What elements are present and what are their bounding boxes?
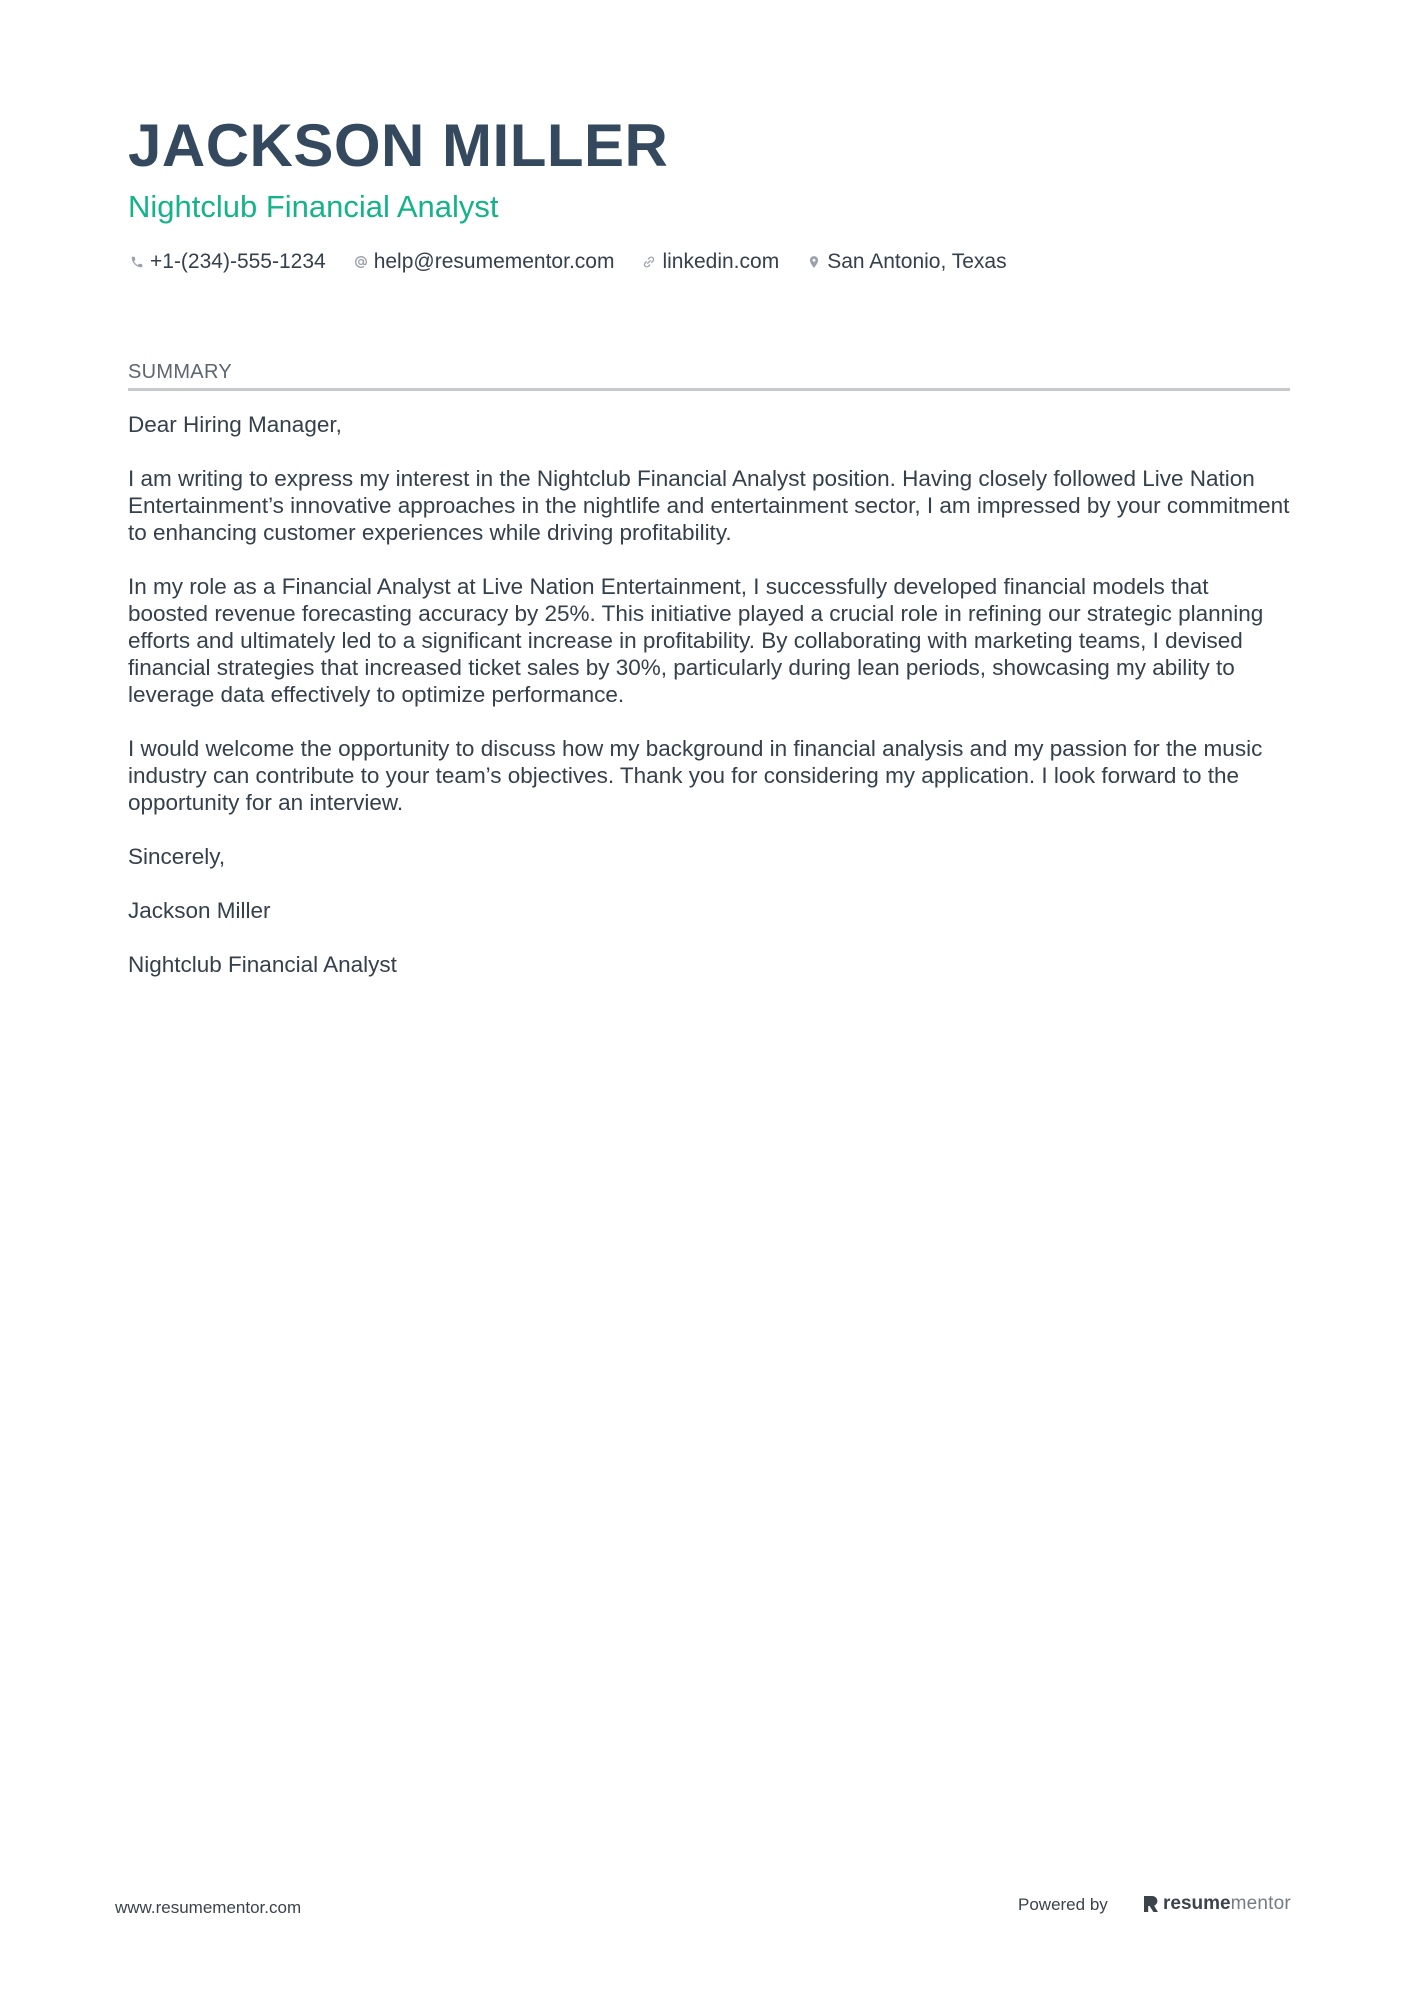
- linkedin-url: linkedin.com: [662, 250, 780, 273]
- at-icon: [352, 253, 370, 271]
- resumementor-logo-icon: [1142, 1894, 1160, 1914]
- candidate-name: JACKSON MILLER: [128, 112, 669, 179]
- brand-name-bold: resume: [1163, 1893, 1231, 1914]
- section-title: SUMMARY: [128, 361, 232, 383]
- salutation: Dear Hiring Manager,: [128, 412, 342, 437]
- signature-title: Nightclub Financial Analyst: [128, 952, 397, 977]
- contact-info: [128, 248, 1288, 276]
- header: [128, 112, 1288, 276]
- link-icon: [640, 253, 658, 271]
- letter-body: [128, 411, 1290, 978]
- contact-phone: [128, 248, 326, 276]
- contact-linkedin: [640, 248, 779, 276]
- footer: [115, 1893, 1305, 1923]
- footer-website-link[interactable]: www.resumementor.com: [115, 1898, 302, 1917]
- summary-section: [128, 358, 1290, 1005]
- location-pin-icon: [805, 253, 823, 271]
- letter-paragraph-intro: I am writing to express my interest in the Nightclub Financial Analyst position. Having closely followed Live Nation Entertainment’s innovative approaches in the nightlife and entertainment sector, I am impressed by your commitment to enhancing customer experiences while driving profitability.: [128, 466, 1290, 545]
- job-title: Nightclub Financial Analyst: [128, 189, 499, 224]
- letter-paragraph-closing: I would welcome the opportunity to discuss how my background in financial analysis and my passion for the music industry can contribute to your team’s objectives. Thank you for considering my application. I look forward to the opportunity for an interview.: [128, 736, 1263, 815]
- location-text: San Antonio, Texas: [827, 250, 1007, 273]
- powered-by-label: Powered by: [1018, 1895, 1108, 1914]
- phone-number: +1-(234)-555-1234: [150, 250, 326, 273]
- letter-paragraph-experience: In my role as a Financial Analyst at Live Nation Entertainment, I successfully developed financial models that boosted revenue forecasting accuracy by 25%. This initiative played a crucial role in refining our strategic planning efforts and ultimately led to a significant increase in profitability. By collaborating with marketing teams, I devised financial strategies that increased ticket sales by 30%, particularly during lean periods, showcasing my ability to leverage data effectively to optimize performance.: [128, 574, 1264, 707]
- contact-email: [352, 248, 615, 276]
- brand-name-light: mentor: [1230, 1893, 1291, 1914]
- signature-name: Jackson Miller: [128, 898, 271, 923]
- section-divider: [128, 388, 1290, 391]
- phone-icon: [128, 253, 146, 271]
- sign-off: Sincerely,: [128, 844, 226, 869]
- email-address: help@resumementor.com: [373, 250, 615, 273]
- contact-location: [805, 248, 1006, 276]
- brand-logo: [1142, 1892, 1291, 1916]
